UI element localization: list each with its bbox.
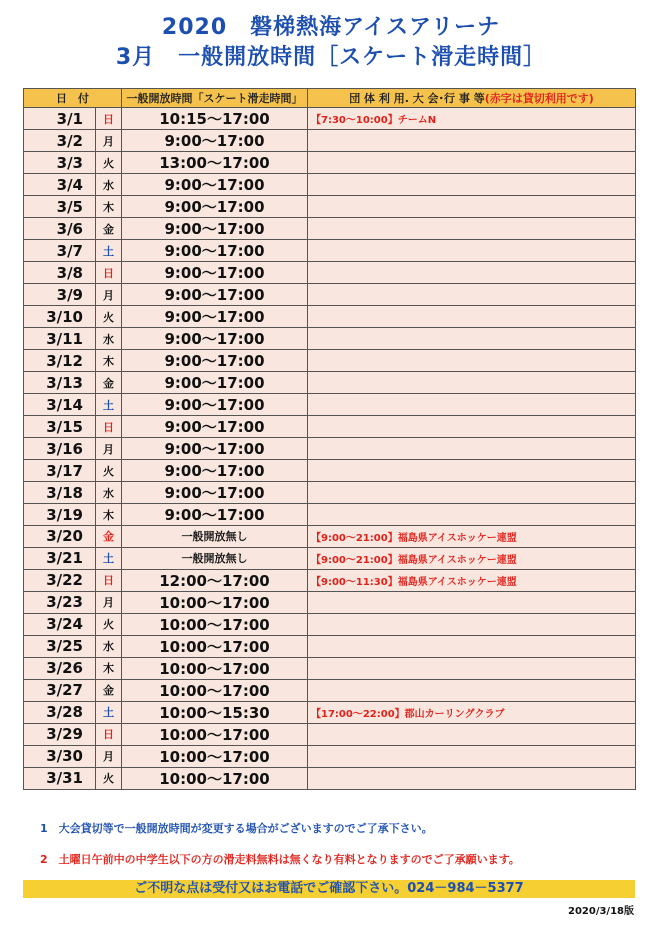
table-row xyxy=(24,701,636,723)
table-row xyxy=(24,767,636,789)
row-open-hours: 9:00～17:00 xyxy=(122,328,308,350)
table-row xyxy=(24,657,636,679)
row-open-hours: 10:00～17:00 xyxy=(122,657,308,679)
header-date: 日 付 xyxy=(24,89,122,108)
row-open-hours: 9:00～17:00 xyxy=(122,350,308,372)
row-reservation-note xyxy=(308,306,636,328)
table-row xyxy=(24,130,636,152)
row-weekday: 木 xyxy=(96,657,122,679)
header-note-main: 団 体 利 用. 大 会･行 事 等 xyxy=(349,92,485,105)
row-weekday: 日 xyxy=(96,262,122,284)
row-reservation-note xyxy=(308,635,636,657)
row-open-hours: 9:00～17:00 xyxy=(122,372,308,394)
row-open-hours: 13:00～17:00 xyxy=(122,152,308,174)
table-row xyxy=(24,547,636,569)
table-row xyxy=(24,306,636,328)
row-weekday: 木 xyxy=(96,196,122,218)
row-date: 3/14 xyxy=(24,394,96,416)
row-reservation-note xyxy=(308,723,636,745)
row-open-hours: 一般開放無し xyxy=(122,547,308,569)
table-row xyxy=(24,460,636,482)
row-weekday: 月 xyxy=(96,284,122,306)
table-row xyxy=(24,526,636,548)
row-reservation-note xyxy=(308,591,636,613)
row-weekday: 木 xyxy=(96,350,122,372)
row-reservation-note xyxy=(308,679,636,701)
row-weekday: 金 xyxy=(96,218,122,240)
row-weekday: 金 xyxy=(96,679,122,701)
row-weekday: 火 xyxy=(96,306,122,328)
row-weekday: 金 xyxy=(96,372,122,394)
row-reservation-note xyxy=(308,130,636,152)
row-open-hours: 9:00～17:00 xyxy=(122,416,308,438)
row-open-hours: 9:00～17:00 xyxy=(122,394,308,416)
table-row xyxy=(24,196,636,218)
table-row xyxy=(24,328,636,350)
table-row xyxy=(24,591,636,613)
row-reservation-note xyxy=(308,152,636,174)
table-row xyxy=(24,745,636,767)
schedule-table xyxy=(23,88,636,790)
table-row xyxy=(24,372,636,394)
table-row xyxy=(24,569,636,591)
row-open-hours: 10:00～17:00 xyxy=(122,679,308,701)
row-weekday: 土 xyxy=(96,240,122,262)
row-weekday: 日 xyxy=(96,723,122,745)
row-weekday: 月 xyxy=(96,745,122,767)
row-open-hours: 10:00～15:30 xyxy=(122,701,308,723)
row-open-hours: 9:00～17:00 xyxy=(122,482,308,504)
row-open-hours: 9:00～17:00 xyxy=(122,504,308,526)
row-weekday: 火 xyxy=(96,613,122,635)
row-date: 3/6 xyxy=(24,218,96,240)
row-open-hours: 9:00～17:00 xyxy=(122,438,308,460)
row-reservation-note xyxy=(308,482,636,504)
row-open-hours: 9:00～17:00 xyxy=(122,218,308,240)
row-reservation-note xyxy=(308,438,636,460)
note-1: 1 大会貸切等で一般開放時間が変更する場合がございますのでご了承下さい。 xyxy=(40,822,433,835)
row-weekday: 土 xyxy=(96,394,122,416)
row-weekday: 土 xyxy=(96,547,122,569)
row-date: 3/21 xyxy=(24,547,96,569)
row-weekday: 水 xyxy=(96,174,122,196)
row-weekday: 火 xyxy=(96,767,122,789)
row-date: 3/25 xyxy=(24,635,96,657)
row-reservation-note xyxy=(308,394,636,416)
table-row xyxy=(24,174,636,196)
version-label: 2020/3/18版 xyxy=(567,906,634,917)
row-open-hours: 9:00～17:00 xyxy=(122,174,308,196)
row-date: 3/29 xyxy=(24,723,96,745)
row-weekday: 水 xyxy=(96,328,122,350)
table-row xyxy=(24,438,636,460)
row-reservation-note xyxy=(308,174,636,196)
row-weekday: 日 xyxy=(96,108,122,130)
row-date: 3/12 xyxy=(24,350,96,372)
table-row xyxy=(24,350,636,372)
row-date: 3/15 xyxy=(24,416,96,438)
table-row xyxy=(24,262,636,284)
header-note xyxy=(308,89,636,108)
row-open-hours: 一般開放無し xyxy=(122,526,308,548)
header-note-red: (赤字は貸切利用です) xyxy=(484,92,594,105)
row-open-hours: 9:00～17:00 xyxy=(122,130,308,152)
row-date: 3/16 xyxy=(24,438,96,460)
row-date: 3/18 xyxy=(24,482,96,504)
row-date: 3/31 xyxy=(24,767,96,789)
table-row xyxy=(24,679,636,701)
row-weekday: 水 xyxy=(96,482,122,504)
row-open-hours: 10:00～17:00 xyxy=(122,723,308,745)
row-reservation-note xyxy=(308,657,636,679)
row-open-hours: 9:00～17:00 xyxy=(122,306,308,328)
row-date: 3/23 xyxy=(24,591,96,613)
contact-footer: ご不明な点は受付又はお電話でご確認下さい。024－984－5377 xyxy=(23,880,635,898)
table-row xyxy=(24,482,636,504)
row-weekday: 日 xyxy=(96,416,122,438)
row-date: 3/20 xyxy=(24,526,96,548)
row-open-hours: 9:00～17:00 xyxy=(122,262,308,284)
row-open-hours: 10:00～17:00 xyxy=(122,745,308,767)
row-date: 3/28 xyxy=(24,701,96,723)
row-weekday: 水 xyxy=(96,635,122,657)
row-reservation-note: 【17:00～22:00】郡山カーリングクラブ xyxy=(308,701,636,723)
table-row xyxy=(24,284,636,306)
table-row xyxy=(24,635,636,657)
row-weekday: 火 xyxy=(96,152,122,174)
row-reservation-note xyxy=(308,504,636,526)
row-open-hours: 12:00～17:00 xyxy=(122,569,308,591)
row-open-hours: 9:00～17:00 xyxy=(122,196,308,218)
row-reservation-note: 【9:00～11:30】福島県アイスホッケー連盟 xyxy=(308,569,636,591)
row-reservation-note xyxy=(308,240,636,262)
row-date: 3/30 xyxy=(24,745,96,767)
table-row xyxy=(24,152,636,174)
table-row xyxy=(24,416,636,438)
row-weekday: 月 xyxy=(96,438,122,460)
note-2: 2 土曜日午前中の中学生以下の方の滑走料無料は無くなり有料となりますのでご了承願います。 xyxy=(40,853,520,866)
row-date: 3/13 xyxy=(24,372,96,394)
row-reservation-note xyxy=(308,416,636,438)
row-open-hours: 10:00～17:00 xyxy=(122,613,308,635)
header-time: 一般開放時間「スケート滑走時間」 xyxy=(122,89,308,108)
row-open-hours: 9:00～17:00 xyxy=(122,460,308,482)
row-open-hours: 10:00～17:00 xyxy=(122,767,308,789)
row-date: 3/22 xyxy=(24,569,96,591)
row-date: 3/24 xyxy=(24,613,96,635)
row-date: 3/2 xyxy=(24,130,96,152)
row-date: 3/19 xyxy=(24,504,96,526)
row-open-hours: 9:00～17:00 xyxy=(122,240,308,262)
row-reservation-note: 【9:00～21:00】福島県アイスホッケー連盟 xyxy=(308,547,636,569)
row-reservation-note xyxy=(308,284,636,306)
row-date: 3/11 xyxy=(24,328,96,350)
table-row xyxy=(24,240,636,262)
table-row xyxy=(24,723,636,745)
row-open-hours: 10:15～17:00 xyxy=(122,108,308,130)
row-reservation-note xyxy=(308,460,636,482)
row-weekday: 土 xyxy=(96,701,122,723)
row-reservation-note xyxy=(308,350,636,372)
row-reservation-note xyxy=(308,328,636,350)
row-reservation-note xyxy=(308,262,636,284)
row-date: 3/3 xyxy=(24,152,96,174)
row-reservation-note xyxy=(308,745,636,767)
row-reservation-note xyxy=(308,372,636,394)
table-row xyxy=(24,218,636,240)
row-date: 3/8 xyxy=(24,262,96,284)
row-open-hours: 10:00～17:00 xyxy=(122,591,308,613)
row-date: 3/4 xyxy=(24,174,96,196)
row-date: 3/27 xyxy=(24,679,96,701)
table-header-row xyxy=(24,89,636,108)
row-date: 3/1 xyxy=(24,108,96,130)
row-reservation-note xyxy=(308,613,636,635)
row-reservation-note xyxy=(308,767,636,789)
row-date: 3/5 xyxy=(24,196,96,218)
row-weekday: 木 xyxy=(96,504,122,526)
row-weekday: 日 xyxy=(96,569,122,591)
row-weekday: 金 xyxy=(96,526,122,548)
row-reservation-note xyxy=(308,218,636,240)
table-row xyxy=(24,394,636,416)
row-date: 3/9 xyxy=(24,284,96,306)
row-date: 3/17 xyxy=(24,460,96,482)
row-date: 3/10 xyxy=(24,306,96,328)
row-weekday: 火 xyxy=(96,460,122,482)
row-reservation-note xyxy=(308,196,636,218)
table-row xyxy=(24,504,636,526)
row-open-hours: 9:00～17:00 xyxy=(122,284,308,306)
row-reservation-note: 【7:30～10:00】チームN xyxy=(308,108,636,130)
row-weekday: 月 xyxy=(96,591,122,613)
page-subtitle: 3月 一般開放時間［スケート滑走時間］ xyxy=(115,45,547,70)
row-date: 3/26 xyxy=(24,657,96,679)
row-reservation-note: 【9:00～21:00】福島県アイスホッケー連盟 xyxy=(308,526,636,548)
schedule-rows xyxy=(24,108,636,790)
row-date: 3/7 xyxy=(24,240,96,262)
row-open-hours: 10:00～17:00 xyxy=(122,635,308,657)
row-weekday: 月 xyxy=(96,130,122,152)
page-title: 2020 磐梯熱海アイスアリーナ xyxy=(161,15,501,40)
table-row xyxy=(24,108,636,130)
table-row xyxy=(24,613,636,635)
